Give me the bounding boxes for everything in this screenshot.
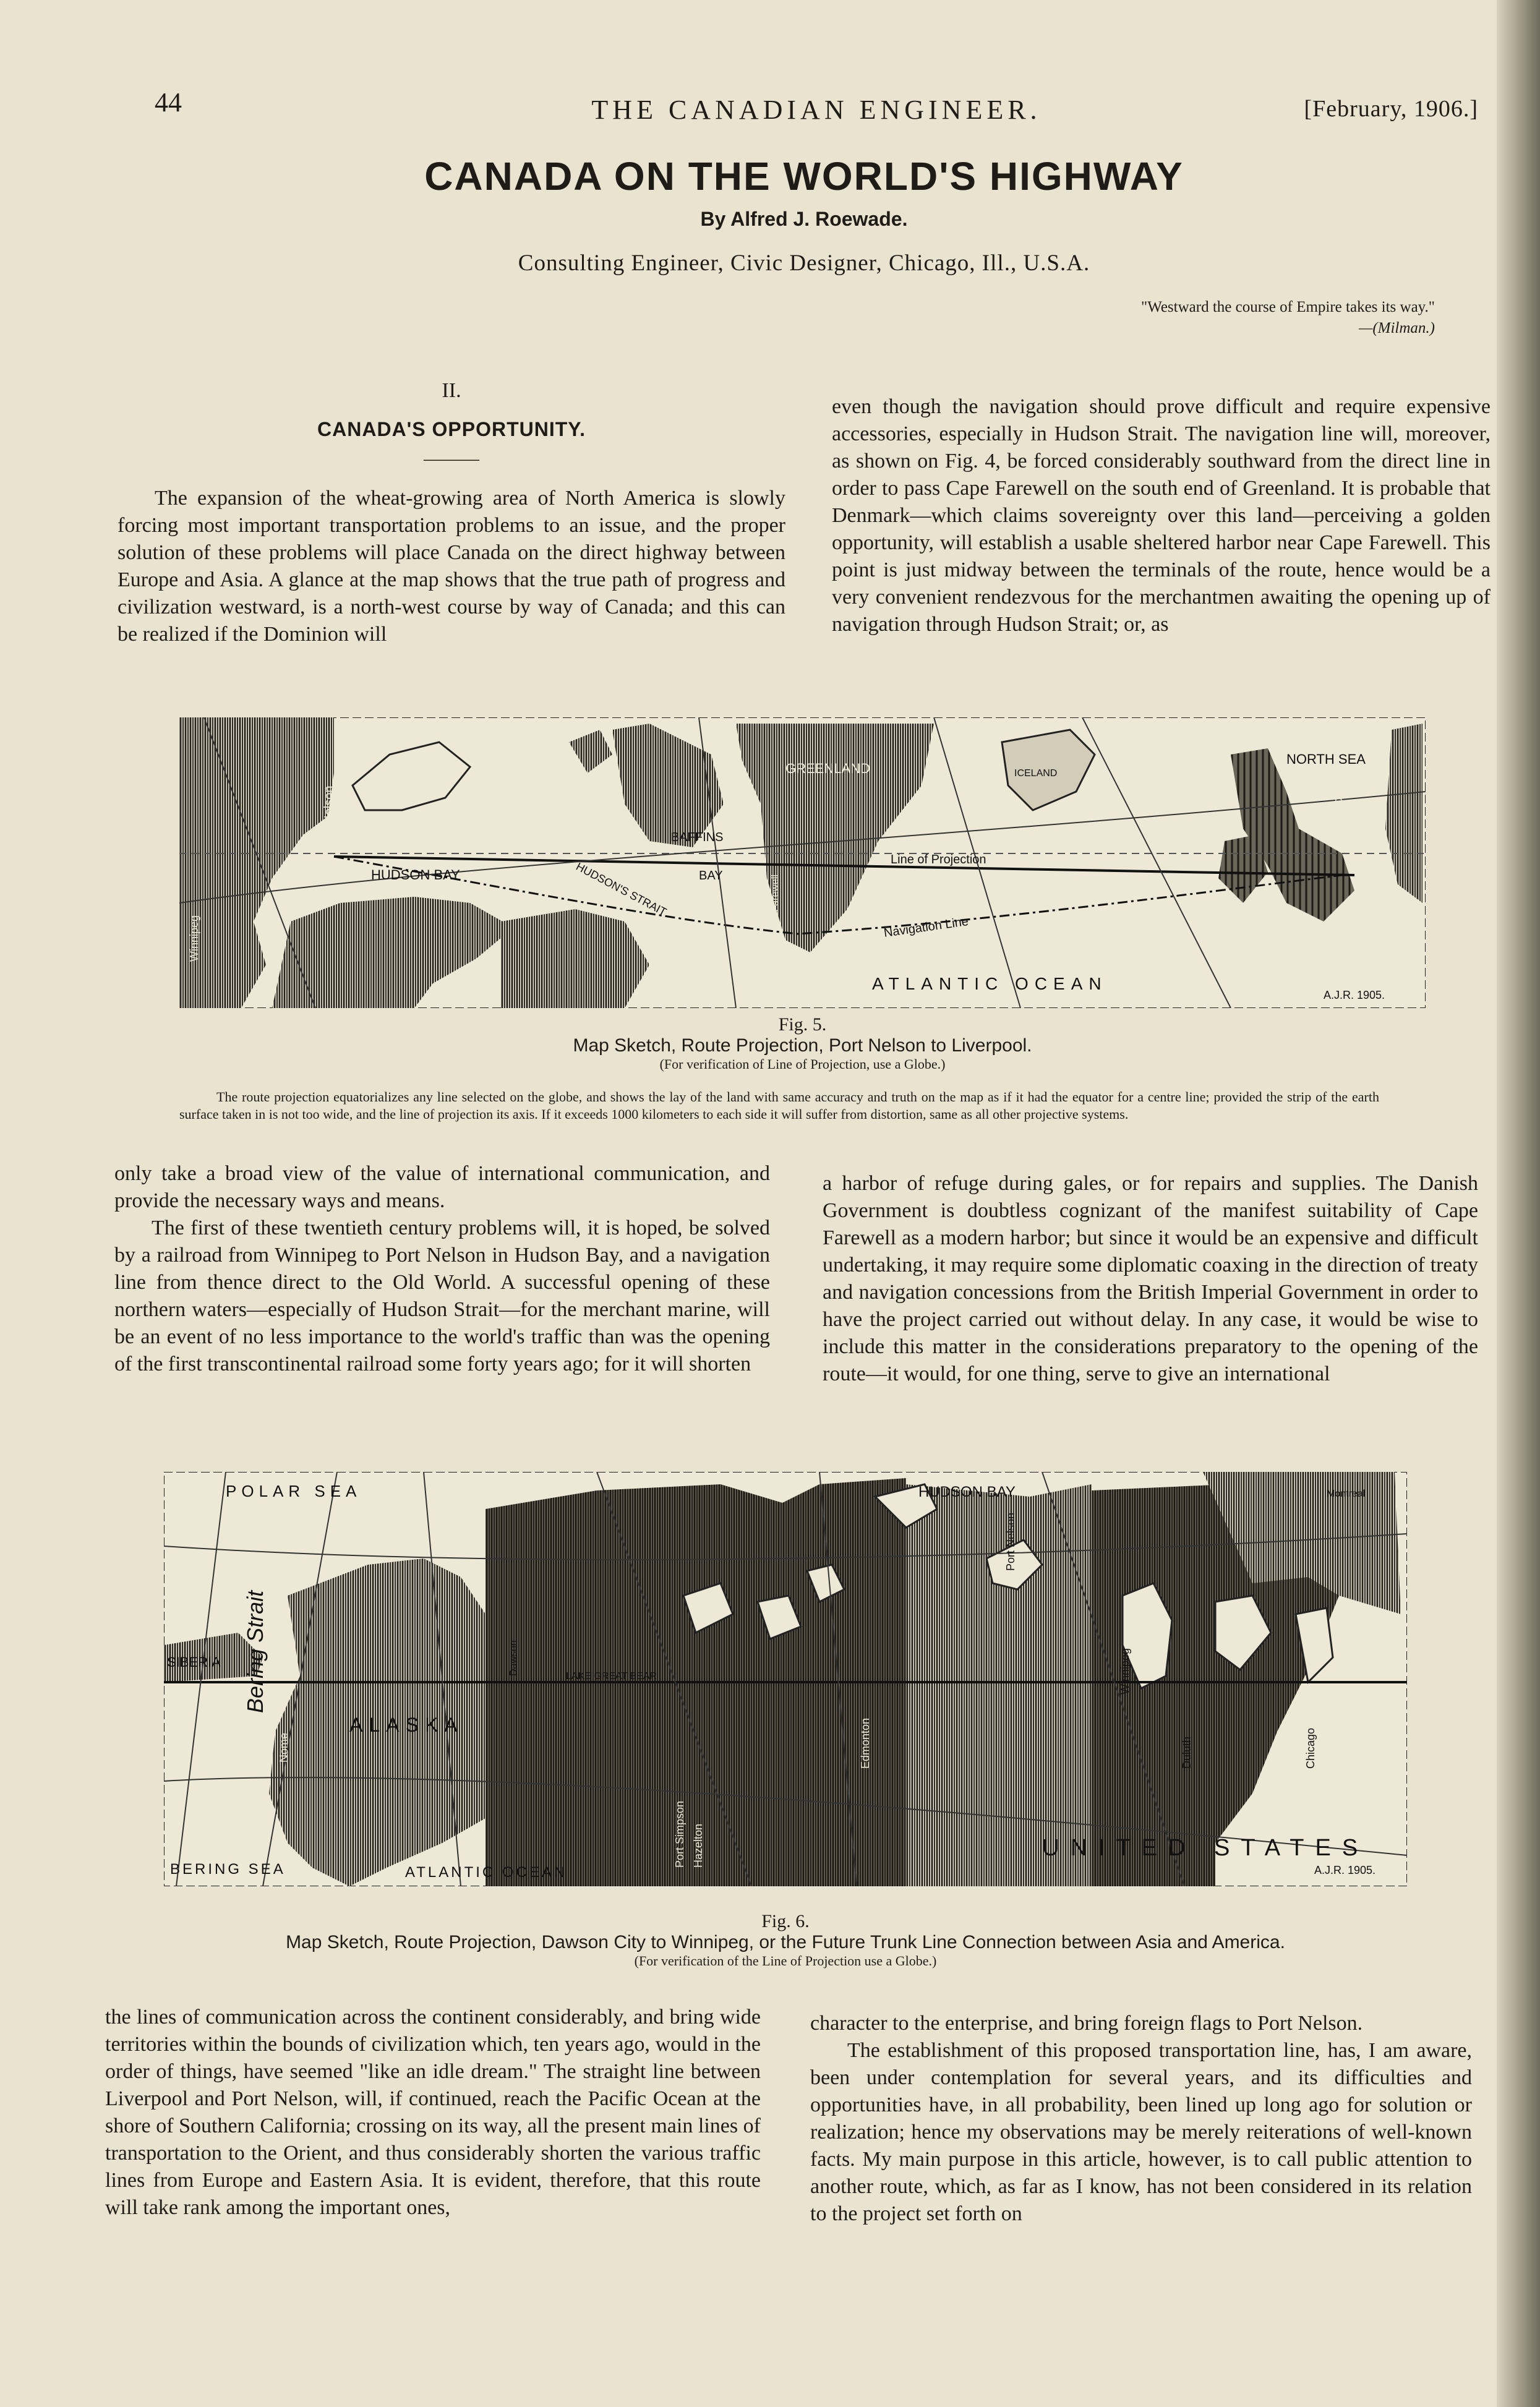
column-bottom-right (810, 2010, 1472, 2228)
fig5-label-hudsons-strait: HUDSON'S STRAIT (574, 860, 669, 918)
fig5-label-bay: BAY (699, 869, 723, 883)
fig5-map (179, 717, 1426, 1008)
fig6-label-winnipeg: Winnipeg (1119, 1648, 1131, 1695)
fig6-label-siberia: SIBERIA (167, 1654, 221, 1670)
epigraph (928, 297, 1435, 339)
fig6-label-bering-sea: BERING SEA (170, 1861, 286, 1878)
fig5-label-hudson-bay: HUDSON BAY (371, 867, 460, 883)
section-title: CANADA'S OPPORTUNITY. (317, 418, 586, 440)
fig6-label-great-bear-lake: LAKE GREAT BEAR (566, 1671, 657, 1682)
fig6-label-dawson: Dawson (508, 1640, 519, 1676)
paragraph: The expansion of the wheat-growing area of North America is slowly forcing most important transportation problems to an issue, and the proper solution of these problems will place Canada on the direct highway between Europe and Asia. A glance at the map shows that the true path of progress and civilization westward, is a north-west course by way of Canada; and this can be realized if the Dominion will (118, 487, 785, 646)
fig6-label-atlantic-ocean: ATLANTIC OCEAN (405, 1864, 568, 1881)
fig5-label-atlantic-ocean: ATLANTIC OCEAN (872, 974, 1108, 993)
paragraph: only take a broad view of the value of international communication, and provide the necessary ways and means. (114, 1162, 770, 1212)
page-number: 44 (155, 87, 182, 118)
fig5-label-greenland: GREENLAND (785, 761, 870, 776)
column-upper-right (832, 393, 1491, 638)
fig6-label-bering-strait: Bering Strait (242, 1590, 268, 1713)
fig6-label-port-nelson: Port Nelson (1004, 1512, 1017, 1571)
fig6-label-hudson-bay: HUDSON BAY (918, 1484, 1016, 1500)
fig5-number: Fig. 5. (778, 1014, 827, 1035)
fig6-label-chicago: Chicago (1304, 1727, 1317, 1769)
fig6-label-united-states: UNITED STATES (1042, 1835, 1369, 1861)
fig6-label-duluth: Duluth (1181, 1736, 1193, 1769)
column-upper-left (118, 377, 785, 648)
author-affiliation: Consulting Engineer, Civic Designer, Chicago, Ill., U.S.A. (518, 250, 1090, 276)
section-rule: ——— (424, 448, 479, 469)
fig5-signature: A.J.R. 1905. (1324, 989, 1385, 1001)
fig6-caption: Map Sketch, Route Projection, Dawson City to Winnipeg, or the Future Trunk Line Connection between Asia and America. (286, 1932, 1285, 1952)
fig6-label-hazelton: Hazelton (692, 1823, 704, 1868)
journal-title: THE CANADIAN ENGINEER. (591, 95, 1042, 125)
fig5-label-north-sea: NORTH SEA (1286, 751, 1366, 767)
issue-date: [February, 1906.] (1304, 96, 1478, 122)
fig5-caption: Map Sketch, Route Projection, Port Nelson to Liverpool. (573, 1035, 1032, 1056)
fig6-label-port-simpson: Port Simpson (674, 1800, 686, 1868)
epigraph-text: "Westward the course of Empire takes its way." (1141, 299, 1435, 315)
section-number: II. (442, 379, 461, 402)
fig5-note: The route projection equatorializes any line selected on the globe, and shows the lay of the land with same accuracy and truth on the map as if it had the equator for a centre line; provided the strip of the earth surface taken in is not too wide, and the line of projection its axis. If it exceeds 1000 kilometers to each side it will suffer from distortion, same as all other projective systems. (179, 1089, 1379, 1122)
epigraph-source: —(Milman.) (1359, 320, 1435, 336)
paragraph: the lines of communication across the continent considerably, and bring wide territories within the bounds of civilization which, ten years ago, would in the order of things, have seemed "like an idle dream." The straight line between Liverpool and Port Nelson, will, if continued, reach the Pacific Ocean at the shore of Southern California; crossing on its way, all the present main lines of transportation to the Orient, and thus considerably shorten the various traffic lines from Europe and Eastern Asia. It is evident, therefore, that this route will take rank among the important ones, (105, 2006, 761, 2219)
column-middle-left (114, 1160, 770, 1378)
fig6-signature: A.J.R. 1905. (1314, 1864, 1376, 1876)
paragraph: character to the enterprise, and bring foreign flags to Port Nelson. (810, 2012, 1363, 2035)
fig5-label-liverpool: Liverpool (1332, 787, 1345, 838)
fig6-number: Fig. 6. (761, 1911, 810, 1931)
fig5-label-port-nelson: Port Nelson (322, 785, 336, 850)
article-title: CANADA ON THE WORLD'S HIGHWAY (424, 154, 1184, 199)
fig6-label-nome: Nome (278, 1732, 290, 1763)
fig6-label-montreal: Montreal (1327, 1489, 1366, 1499)
running-header (155, 87, 1478, 124)
fig5-label-cape-farewell: C. Farewell (770, 874, 781, 925)
page-edge-shadow (1497, 0, 1540, 2407)
paragraph: The establishment of this proposed transportation line, has, I am aware, been under contemplation for several years, and its difficulties and opportunities have, in all probability, been lined up long ago for solution or realization; hence my observations may be merely reiterations of well-known facts. My main purpose in this article, however, is to call public attention to another route, which, as far as I know, has not been considered in its relation to the project set forth on (810, 2039, 1472, 2225)
fig5-label-winnipeg: Winnipeg (188, 915, 200, 962)
fig5-subcaption: (For verification of Line of Projection, use a Globe.) (659, 1056, 946, 1072)
fig5-label-iceland: ICELAND (1014, 768, 1058, 779)
column-middle-right (823, 1170, 1478, 1388)
fig5-label-line-of-projection: Line of Projection (891, 853, 986, 866)
fig6-caption-block (124, 1911, 1447, 1969)
fig5-caption-block (179, 1014, 1426, 1072)
article-byline: By Alfred J. Roewade. (700, 208, 908, 230)
fig5-label-navigation-line: Navigation Line (883, 914, 970, 940)
fig6-subcaption: (For verification of the Line of Projection use a Globe.) (634, 1953, 937, 1969)
fig6-label-alaska: ALASKA (349, 1714, 464, 1736)
fig6-label-polar-sea: POLAR SEA (226, 1482, 362, 1500)
fig6-label-edmonton: Edmonton (859, 1717, 871, 1769)
fig5-label-baffins: BAFFINS (671, 831, 724, 844)
paragraph: a harbor of refuge during gales, or for repairs and supplies. The Danish Government is doubtless cognizant of the manifest suitability of Cape Farewell as a modern harbor; but since it would be an expensive and difficult undertaking, it may require some diplomatic coaxing in the direction of treaty and navigation concessions from the British Imperial Government in order to have the project carried out without delay. In any case, it would be wise to include this matter in the considerations preparatory to the opening of the route—it would, for one thing, serve to give an international (823, 1172, 1478, 1385)
column-bottom-left (105, 2004, 761, 2221)
fig6-map (164, 1472, 1407, 1886)
paragraph: The first of these twentieth century problems will, it is hoped, be solved by a railroad from Winnipeg to Port Nelson in Hudson Bay, and a navigation line from thence direct to the Old World. A successful opening of these northern waters—especially of Hudson Strait—for the merchant marine, will be an event of no less importance to the world's traffic than was the opening of the first transcontinental railroad some forty years ago; for it will shorten (114, 1216, 770, 1375)
paragraph: even though the navigation should prove difficult and require expensive accessories, especially in Hudson Strait. The navigation line will, moreover, as shown on Fig. 4, be forced considerably southward from the direct line in order to pass Cape Farewell on the south end of Greenland. It is probable that Denmark—which claims sovereignty over this land—perceiving a golden opportunity, will establish a usable sheltered harbor near Cape Farewell. This point is just midway between the terminals of the route, hence would be a very convenient rendezvous for the merchantmen awaiting the opening up of navigation through Hudson Strait; or, as (832, 395, 1491, 636)
